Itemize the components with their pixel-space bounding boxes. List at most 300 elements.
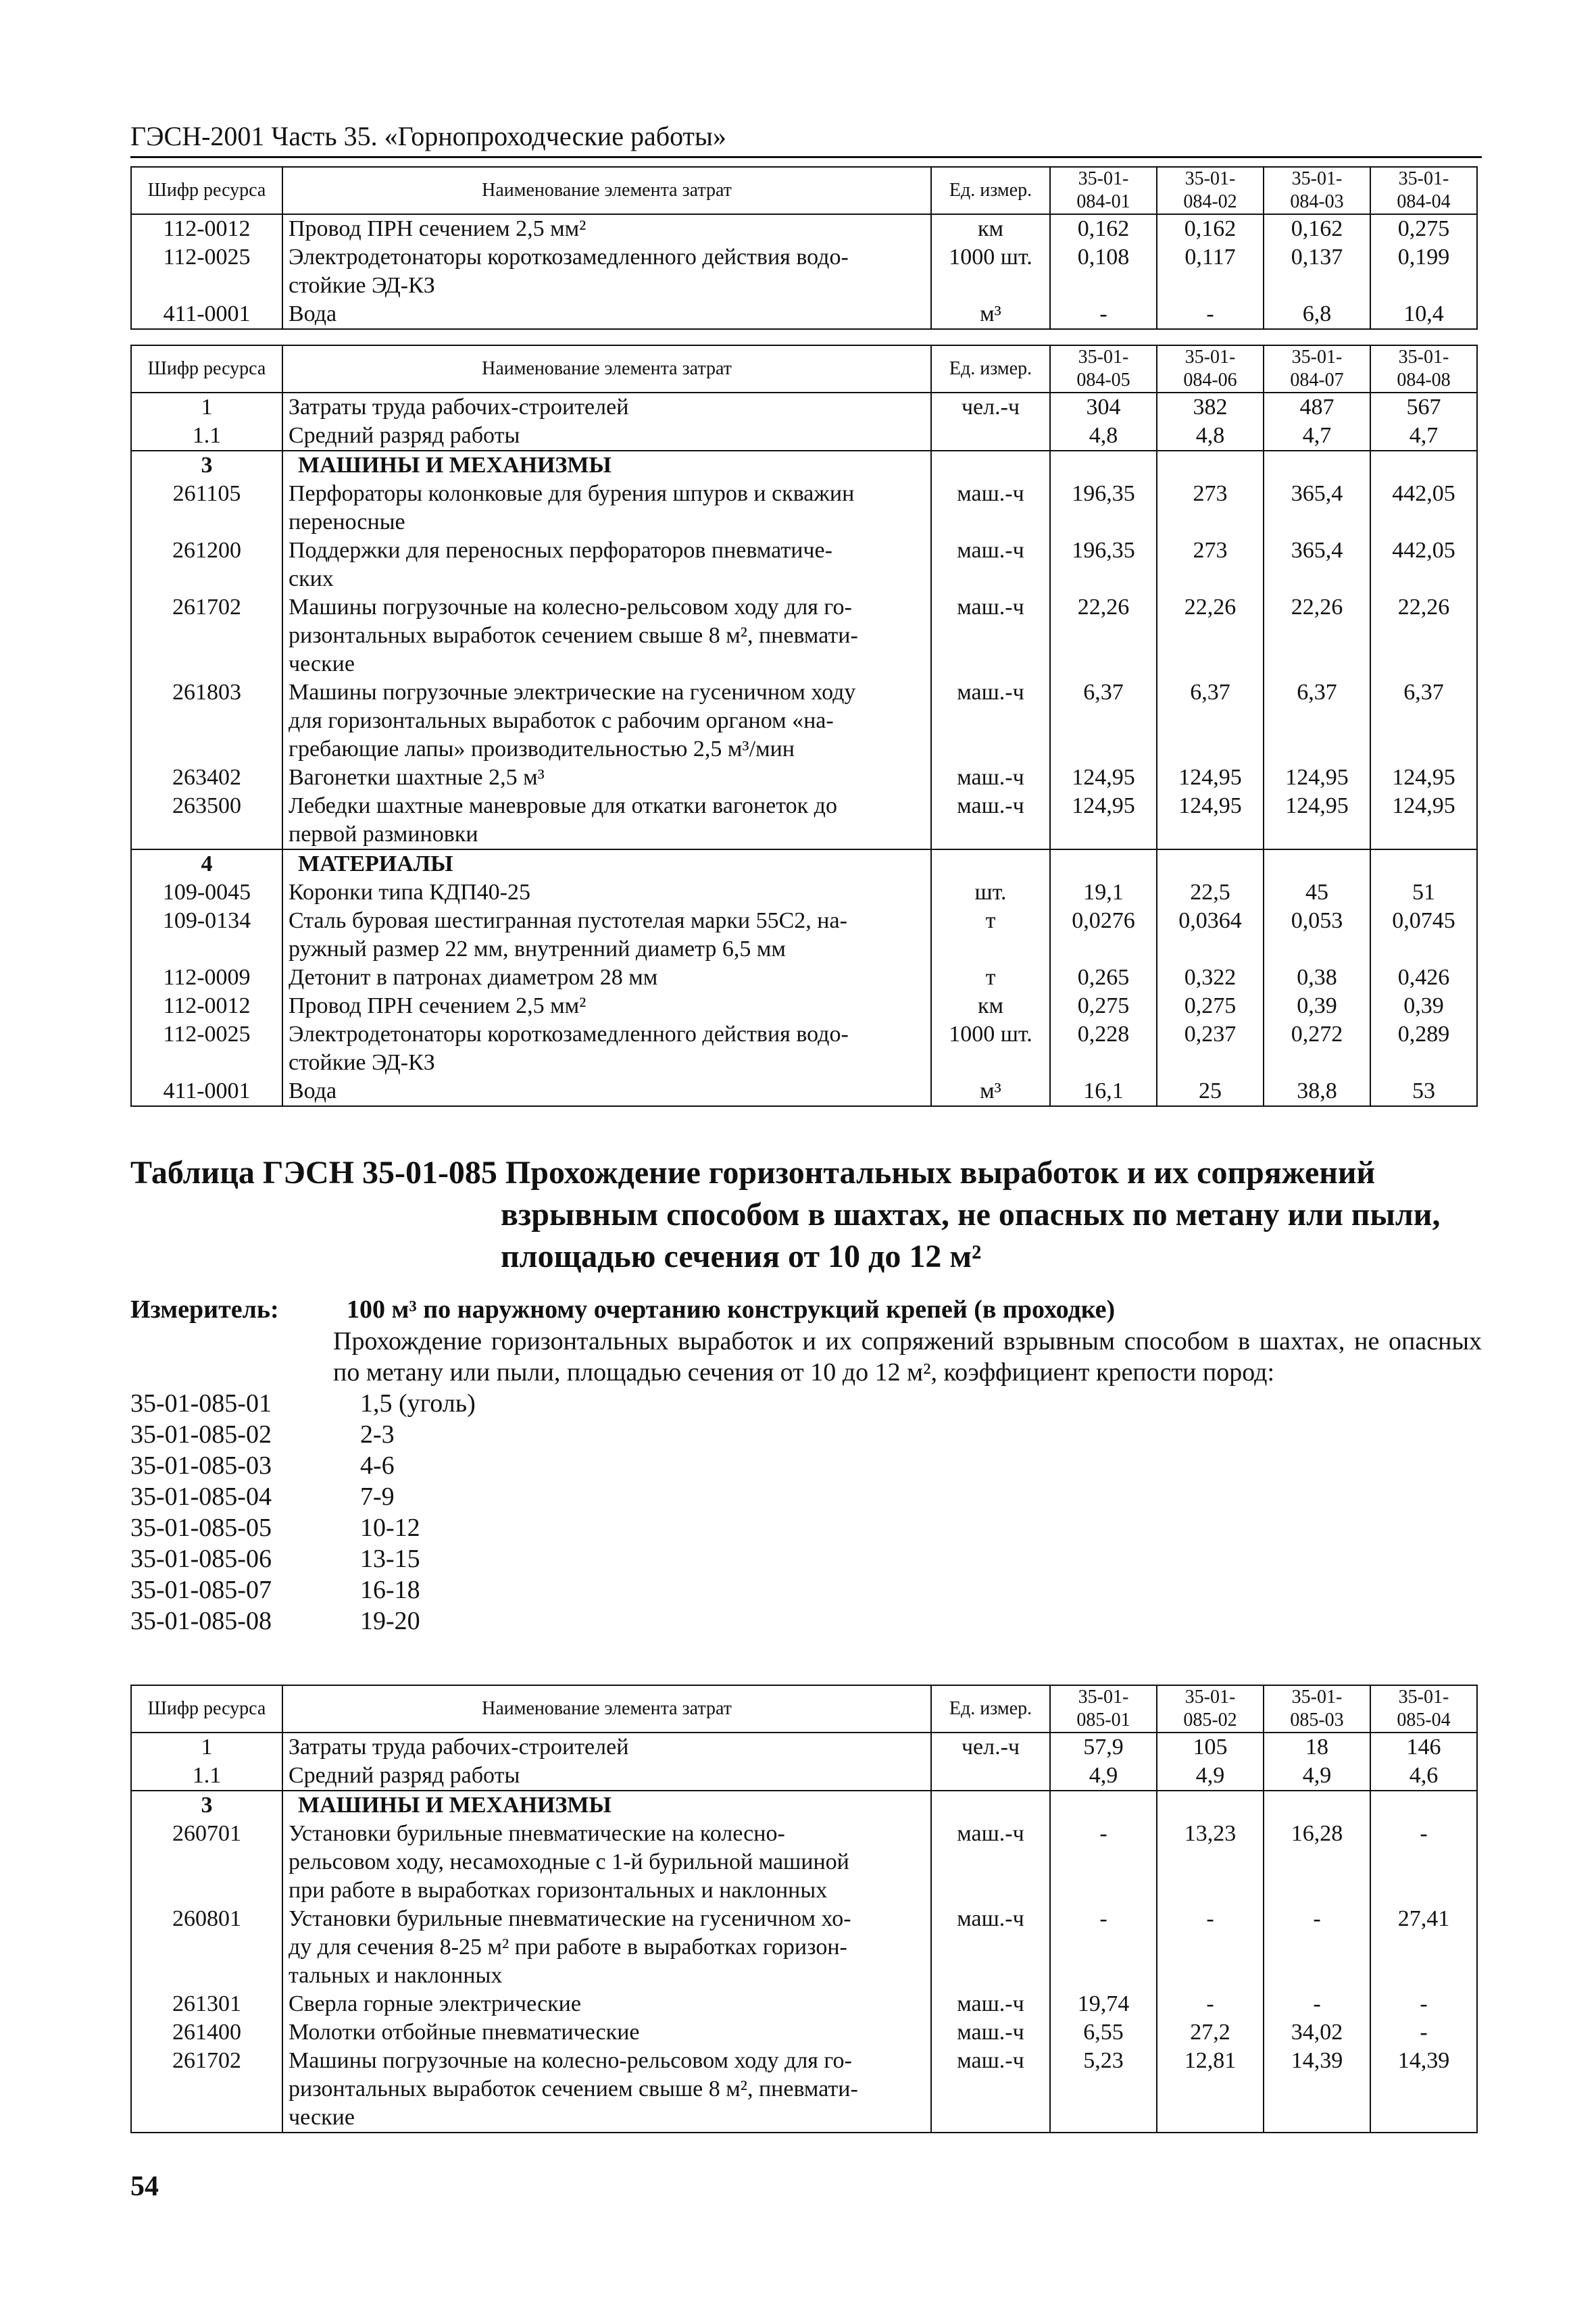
variant-code: 35-01-085-08 [130,1607,272,1635]
resource-code: 260701 [131,1820,282,1905]
resource-name-line: Лебедки шахтные маневровые для откатки вагонеток до [289,793,837,818]
column-header-norm-part: 35-01- [1184,347,1236,368]
unit-of-measure: маш.-ч [931,2018,1050,2047]
column-header-code: Шифр ресурса [131,1685,282,1733]
variant-code: 35-01-085-06 [130,1545,272,1573]
norm-value: 567 [1370,393,1477,422]
norm-value: 4,8 [1157,422,1264,451]
norm-value: 0,0364 [1157,907,1264,964]
resource-name-line: Электродетонаторы короткозамедленного действия водо- [289,1022,849,1047]
norm-value: 0,108 [1050,243,1157,300]
norm-value: 57,9 [1050,1733,1157,1762]
variant-code: 35-01-085-05 [130,1514,272,1542]
unit-of-measure: маш.-ч [931,1905,1050,1990]
table-row [131,792,1477,849]
resource-name-line: Средний разряд работы [289,1763,520,1788]
norm-value: 4,9 [1157,1762,1264,1791]
norm-value: 16,28 [1264,1820,1370,1905]
variant-code: 35-01-085-03 [130,1451,272,1480]
resource-name [282,1820,931,1905]
resource-code: 112-0012 [131,214,282,243]
resource-name-line: переносные [289,509,405,534]
norm-value: 6,37 [1264,678,1370,764]
norm-value: 19,1 [1050,878,1157,907]
resource-name [282,451,931,480]
column-header-norm [1050,1685,1157,1733]
norm-value: 0,39 [1370,992,1477,1020]
norm-value: 22,26 [1157,593,1264,678]
norm-value: 124,95 [1157,792,1264,849]
norm-value: - [1370,1820,1477,1905]
norm-value: 27,2 [1157,2018,1264,2047]
resource-code: 3 [131,1791,282,1820]
norm-value: 487 [1264,393,1370,422]
norm-value: 4,7 [1264,422,1370,451]
column-header-norm-part: 084-02 [1183,191,1237,212]
norm-value: 365,4 [1264,537,1370,593]
norm-value: 22,26 [1050,593,1157,678]
resource-code: 411-0001 [131,300,282,329]
unit-of-measure [931,1762,1050,1791]
norm-value: - [1157,300,1264,329]
norm-value: - [1050,1905,1157,1990]
section-title-line-1: Таблица ГЭСН 35-01-085 Прохождение горизонтальных выработок и их сопряжений [130,1155,1376,1191]
norm-value: 124,95 [1264,764,1370,792]
unit-of-measure: т [931,964,1050,992]
resource-name-line: ризонтальных выработок сечением свыше 8 м², пневмати- [289,623,858,648]
variant-code: 35-01-085-04 [130,1483,272,1511]
unit-of-measure [931,451,1050,480]
norm-value: 34,02 [1264,2018,1370,2047]
unit-of-measure: маш.-ч [931,1990,1050,2018]
unit-of-measure: км [931,992,1050,1020]
unit-of-measure: 1000 шт. [931,243,1050,300]
resource-name-line: Средний разряд работы [289,423,520,448]
table-row [131,243,1477,300]
column-header-norm [1157,167,1264,214]
measure-value: 100 м³ по наружному очертанию конструкций крепей (в проходке) [347,1295,1116,1324]
resource-name-line: МАТЕРИАЛЫ [298,851,453,876]
norm-value: 0,199 [1370,243,1477,300]
column-header-norm-part: 084-08 [1397,370,1451,391]
column-header-norm [1157,1685,1264,1733]
unit-of-measure: маш.-ч [931,593,1050,678]
unit-of-measure: 1000 шт. [931,1020,1050,1077]
resource-name-line: для горизонтальных выработок с рабочим органом «на- [289,708,834,733]
norm-value: 0,39 [1264,992,1370,1020]
column-header-norm-part: 084-04 [1397,191,1451,212]
column-header-norm [1370,1685,1477,1733]
table-row [131,964,1477,992]
resource-name-line: Вода [289,301,337,326]
resource-code: 263402 [131,764,282,792]
column-header-norm-part: 35-01- [1291,347,1343,368]
resource-code: 1.1 [131,1762,282,1791]
resource-name-line: Провод ПРН сечением 2,5 мм² [289,216,587,241]
resource-name-line: гребающие лапы» производительностью 2,5 м³/мин [289,737,795,762]
variant-item [130,1481,476,1512]
unit-of-measure: маш.-ч [931,792,1050,849]
resource-name [282,907,931,964]
norm-value: 14,39 [1370,2047,1477,2133]
resource-name [282,1791,931,1820]
resource-name [282,1077,931,1106]
resource-code: 112-0009 [131,964,282,992]
variant-value: 13-15 [360,1545,420,1573]
column-header-norm-part: 084-06 [1183,370,1237,391]
resource-name-line: первой разминовки [289,822,478,847]
unit-of-measure: чел.-ч [931,393,1050,422]
table-row [131,300,1477,329]
resource-name [282,214,931,243]
norm-value: 304 [1050,393,1157,422]
norm-value: 4,9 [1050,1762,1157,1791]
norm-value: 273 [1157,537,1264,593]
norm-value: - [1157,1905,1264,1990]
resource-name-line: МАШИНЫ И МЕХАНИЗМЫ [298,1793,612,1818]
resource-name-line: Машины погрузочные на колесно-рельсовом ходу для го- [289,2048,852,2073]
resource-code: 112-0012 [131,992,282,1020]
unit-of-measure: м³ [931,1077,1050,1106]
norm-value: 146 [1370,1733,1477,1762]
resource-code: 263500 [131,792,282,849]
resource-name-line: ческие [289,651,355,676]
resource-name [282,422,931,451]
resource-name [282,992,931,1020]
column-header-norm-part: 35-01- [1398,168,1449,189]
resource-name-line: Установки бурильные пневматические на гусеничном хо- [289,1906,851,1931]
unit-of-measure: маш.-ч [931,764,1050,792]
resource-name-line: Электродетонаторы короткозамедленного действия водо- [289,245,849,270]
table-row [131,907,1477,964]
resource-name [282,243,931,300]
resource-name [282,1733,931,1762]
column-header-norm [1264,167,1370,214]
norm-value: 10,4 [1370,300,1477,329]
norm-value: 6,55 [1050,2018,1157,2047]
norm-value: 0,275 [1370,214,1477,243]
resource-code: 3 [131,451,282,480]
unit-of-measure: маш.-ч [931,678,1050,764]
column-header-norm-part: 084-01 [1076,191,1130,212]
norm-value: 22,5 [1157,878,1264,907]
variant-code: 35-01-085-07 [130,1576,272,1604]
column-header-norm-part: 084-07 [1290,370,1344,391]
norm-value: 0,137 [1264,243,1370,300]
resource-code: 1.1 [131,422,282,451]
norm-value: 13,23 [1157,1820,1264,1905]
norm-value: 27,41 [1370,1905,1477,1990]
norm-value: 0,38 [1264,964,1370,992]
norm-value: 0,275 [1157,992,1264,1020]
norm-value: 124,95 [1370,764,1477,792]
resource-code: 261105 [131,480,282,537]
unit-of-measure: т [931,907,1050,964]
norm-value [1050,451,1157,480]
column-header-norm-part: 35-01- [1291,1687,1343,1708]
resource-code: 1 [131,1733,282,1762]
table-section-row [131,1791,1477,1820]
unit-of-measure: м³ [931,300,1050,329]
resource-code: 261702 [131,593,282,678]
resource-name [282,678,931,764]
norm-value [1157,1791,1264,1820]
resource-name [282,1990,931,2018]
resource-name [282,480,931,537]
column-header-norm-part: 35-01- [1398,1687,1449,1708]
norm-value [1370,451,1477,480]
norm-value: 0,237 [1157,1020,1264,1077]
resource-name [282,1762,931,1791]
column-header-unit: Ед. измер. [931,1685,1050,1733]
norm-value: 0,053 [1264,907,1370,964]
unit-of-measure: маш.-ч [931,1820,1050,1905]
norm-value: - [1370,2018,1477,2047]
page-number: 54 [130,2171,159,2202]
norm-value: 45 [1264,878,1370,907]
measure-line [130,1295,1482,1324]
resource-name [282,393,931,422]
norm-value: 273 [1157,480,1264,537]
norm-value: 0,272 [1264,1020,1370,1077]
norm-value: - [1370,1990,1477,2018]
column-header-code: Шифр ресурса [131,345,282,393]
resource-name-line: Коронки типа КДП40-25 [289,880,530,905]
resource-name [282,537,931,593]
norm-value: - [1050,300,1157,329]
column-header-norm-part: 084-03 [1290,191,1344,212]
unit-of-measure: маш.-ч [931,480,1050,537]
table-row [131,1820,1477,1905]
table-row [131,678,1477,764]
norm-value [1264,451,1370,480]
norm-value: 442,05 [1370,480,1477,537]
resource-name [282,593,931,678]
norm-value: 196,35 [1050,537,1157,593]
norm-value: 6,8 [1264,300,1370,329]
column-header-norm-part: 35-01- [1184,168,1236,189]
norm-value [1264,1791,1370,1820]
resource-name [282,2018,931,2047]
norm-value: 12,81 [1157,2047,1264,2133]
norm-value: 4,9 [1264,1762,1370,1791]
norm-value: - [1157,1990,1264,2018]
table-row [131,393,1477,422]
table-row [131,878,1477,907]
resource-code: 260801 [131,1905,282,1990]
resource-name-line: Вода [289,1078,337,1103]
norm-value: - [1264,1905,1370,1990]
column-header-norm-part: 35-01- [1078,168,1129,189]
norm-value: 0,228 [1050,1020,1157,1077]
norm-value: 124,95 [1264,792,1370,849]
column-header-norm [1264,1685,1370,1733]
table-header-row [131,1685,1477,1733]
resource-name-line: стойкие ЭД-КЗ [289,273,435,298]
column-header-norm [1050,167,1157,214]
column-header-norm-part: 085-01 [1076,1710,1130,1731]
norm-value: 124,95 [1050,764,1157,792]
norm-value: 0,426 [1370,964,1477,992]
column-header-code: Шифр ресурса [131,167,282,214]
table-header-row [131,167,1477,214]
unit-of-measure: маш.-ч [931,2047,1050,2133]
resource-name-line: Затраты труда рабочих-строителей [289,395,629,420]
norm-value: 196,35 [1050,480,1157,537]
variant-code: 35-01-085-02 [130,1420,272,1449]
resource-code: 109-0045 [131,878,282,907]
resource-name-line: тальных и наклонных [289,1963,503,1988]
variant-item [130,1450,476,1481]
norm-value: 382 [1157,393,1264,422]
norm-value: 0,265 [1050,964,1157,992]
column-header-norm [1050,345,1157,393]
norm-value: - [1050,1820,1157,1905]
variant-value: 1,5 (уголь) [360,1389,476,1418]
norm-value: 4,7 [1370,422,1477,451]
variant-item [130,1419,476,1450]
norm-value: 51 [1370,878,1477,907]
table-row [131,2018,1477,2047]
norm-value: 4,6 [1370,1762,1477,1791]
norm-value: 0,117 [1157,243,1264,300]
column-header-norm [1370,345,1477,393]
resource-name [282,1905,931,1990]
table-row [131,480,1477,537]
variant-value: 7-9 [360,1483,395,1511]
resource-name [282,878,931,907]
column-header-norm-part: 085-02 [1183,1710,1237,1731]
resource-name-line: Молотки отбойные пневматические [289,2020,640,2045]
table-row [131,422,1477,451]
table-row [131,1905,1477,1990]
norm-value: 0,162 [1264,214,1370,243]
resource-name-line: Провод ПРН сечением 2,5 мм² [289,993,587,1018]
norm-value [1264,849,1370,878]
resource-code: 261803 [131,678,282,764]
resource-name-line: ских [289,566,334,591]
table-row [131,214,1477,243]
column-header-unit: Ед. измер. [931,167,1050,214]
table-section-row [131,451,1477,480]
norm-value: 25 [1157,1077,1264,1106]
variant-item [130,1543,476,1574]
resource-table-084-01-04 [130,166,1478,330]
variant-value: 2-3 [360,1420,395,1449]
resource-name-line: ческие [289,2105,355,2130]
column-header-norm-part: 35-01- [1078,347,1129,368]
variant-list [130,1388,476,1637]
norm-value: 6,37 [1370,678,1477,764]
norm-value: 0,162 [1050,214,1157,243]
unit-of-measure: чел.-ч [931,1733,1050,1762]
resource-code: 261400 [131,2018,282,2047]
unit-of-measure: шт. [931,878,1050,907]
norm-value: 22,26 [1264,593,1370,678]
norm-value: 53 [1370,1077,1477,1106]
unit-of-measure [931,849,1050,878]
resource-name-line: рельсовом ходу, несамоходные с 1-й бурильной машиной [289,1849,849,1874]
column-header-unit: Ед. измер. [931,345,1050,393]
norm-value: 124,95 [1157,764,1264,792]
variant-value: 4-6 [360,1451,395,1480]
table-section-row [131,849,1477,878]
norm-value: 0,289 [1370,1020,1477,1077]
variant-item [130,1605,476,1637]
resource-code: 4 [131,849,282,878]
resource-name [282,792,931,849]
column-header-norm-part: 084-05 [1076,370,1130,391]
resource-name-line: Сталь буровая шестигранная пустотелая марки 55С2, на- [289,908,847,933]
resource-name-line: стойкие ЭД-КЗ [289,1050,435,1075]
norm-value [1370,1791,1477,1820]
table-row [131,2047,1477,2133]
table-row [131,593,1477,678]
norm-value: 6,37 [1050,678,1157,764]
column-header-norm-part: 085-04 [1397,1710,1451,1731]
section-title [130,1152,1482,1278]
resource-name [282,849,931,878]
variant-value: 10-12 [360,1514,420,1542]
table-row [131,1762,1477,1791]
column-header-norm-part: 35-01- [1184,1687,1236,1708]
norm-value: 0,0745 [1370,907,1477,964]
resource-code: 261301 [131,1990,282,2018]
norm-value [1050,849,1157,878]
column-header-norm-part: 35-01- [1291,168,1343,189]
variant-item [130,1512,476,1543]
resource-table-084-05-08 [130,345,1478,1107]
resource-code: 112-0025 [131,243,282,300]
resource-name [282,2047,931,2133]
norm-value: 6,37 [1157,678,1264,764]
resource-name-line: ду для сечения 8-25 м² при работе в выработках горизон- [289,1935,847,1960]
table-row [131,1020,1477,1077]
norm-value: 14,39 [1264,2047,1370,2133]
resource-code: 261702 [131,2047,282,2133]
resource-name-line: Установки бурильные пневматические на колесно- [289,1821,785,1846]
resource-name [282,764,931,792]
resource-name-line: Перфораторы колонковые для бурения шпуров и скважин [289,481,855,506]
norm-value [1157,451,1264,480]
norm-value: 0,162 [1157,214,1264,243]
resource-name [282,1020,931,1077]
resource-name-line: МАШИНЫ И МЕХАНИЗМЫ [298,453,612,478]
norm-value: 16,1 [1050,1077,1157,1106]
resource-name-line: Затраты труда рабочих-строителей [289,1735,629,1760]
column-header-norm-part: 35-01- [1078,1687,1129,1708]
norm-value [1370,849,1477,878]
resource-name-line: Сверла горные электрические [289,1991,581,2016]
resource-code: 1 [131,393,282,422]
norm-value: 19,74 [1050,1990,1157,2018]
page-header: ГЭСН-2001 Часть 35. «Горнопроходческие работы» [130,120,1482,158]
norm-value: 124,95 [1050,792,1157,849]
norm-value: 124,95 [1370,792,1477,849]
resource-table-085-01-04 [130,1685,1478,2133]
table-row [131,1077,1477,1106]
norm-value: 5,23 [1050,2047,1157,2133]
unit-of-measure: км [931,214,1050,243]
column-header-norm [1264,345,1370,393]
resource-code: 112-0025 [131,1020,282,1077]
column-header-name: Наименование элемента затрат [282,345,931,393]
section-title-line-3: площадью сечения от 10 до 12 м² [501,1239,982,1274]
table-row [131,1733,1477,1762]
resource-code: 411-0001 [131,1077,282,1106]
unit-of-measure: маш.-ч [931,537,1050,593]
resource-name-line: ризонтальных выработок сечением свыше 8 м², пневмати- [289,2076,858,2101]
